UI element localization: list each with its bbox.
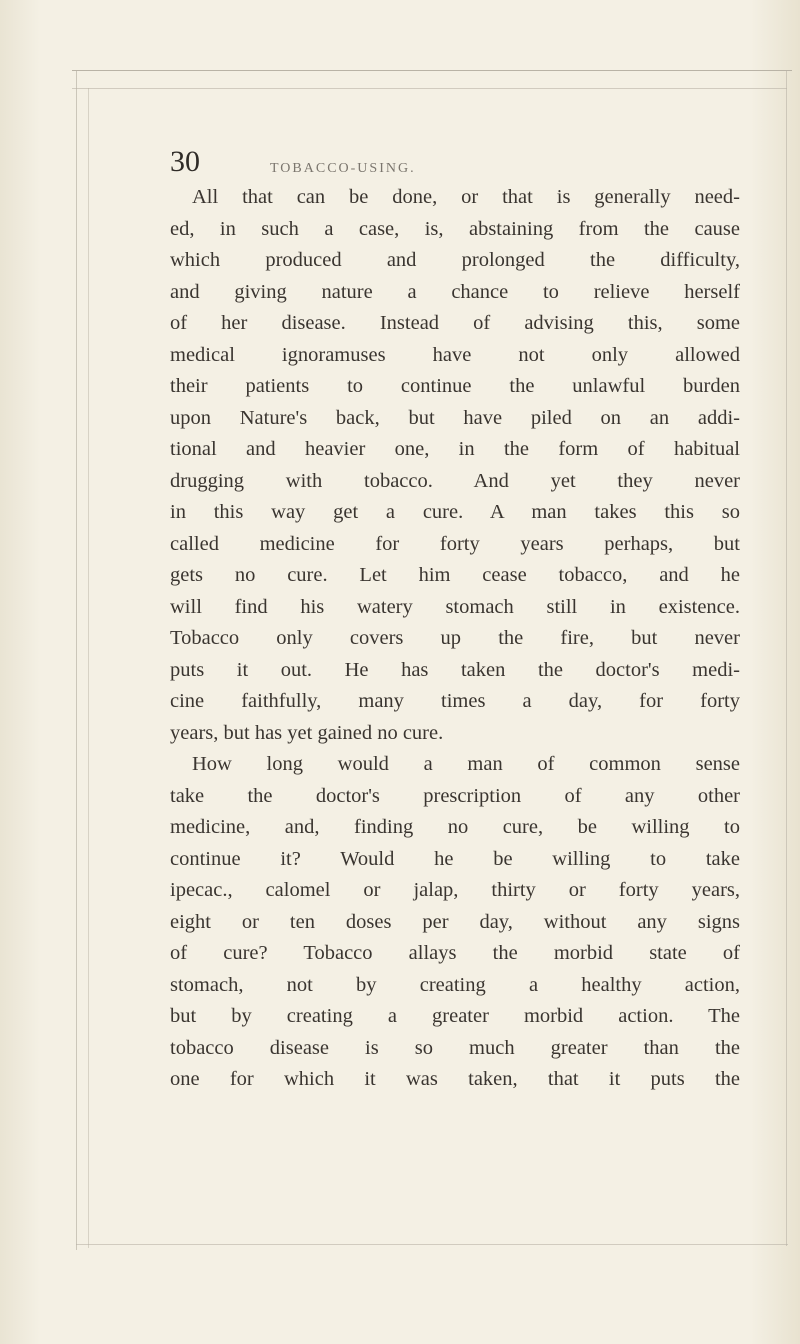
text-line: of cure? Tobacco allays the morbid state of xyxy=(170,942,740,964)
text-line: years, but has yet gained no cure. xyxy=(170,721,444,744)
text-line: their patients to continue the unlawful burden xyxy=(170,375,740,397)
text-line: puts it out. He has taken the doctor's medi- xyxy=(170,658,740,681)
page-bottom-edge xyxy=(76,1244,788,1245)
running-head: TOBACCO-USING. xyxy=(270,161,416,176)
page-top-edge-inner xyxy=(72,88,787,89)
page-number: 30 xyxy=(170,145,200,178)
text-line: tobacco disease is so much greater than the xyxy=(170,1036,740,1059)
text-line: ipecac., calomel or jalap, thirty or forty years, xyxy=(170,879,740,901)
text-line: gets no cure. Let him cease tobacco, and he xyxy=(170,564,740,586)
text-line: cine faithfully, many times a day, for forty xyxy=(170,690,740,712)
text-line: and giving nature a chance to relieve herself xyxy=(170,280,740,303)
text-line: How long would a man of common sense xyxy=(192,753,740,775)
text-line: drugging with tobacco. And yet they never xyxy=(170,469,740,492)
text-line: take the doctor's prescription of any other xyxy=(170,784,740,807)
text-line: which produced and prolonged the difficulty, xyxy=(170,249,740,271)
text-line: Tobacco only covers up the fire, but never xyxy=(170,627,740,649)
body-text xyxy=(170,182,740,1096)
page-header xyxy=(170,145,690,185)
text-line: ed, in such a case, is, abstaining from the cause xyxy=(170,217,740,240)
text-line: eight or ten doses per day, without any signs xyxy=(170,910,740,933)
text-line: of her disease. Instead of advising this, some xyxy=(170,312,740,334)
page-top-edge xyxy=(72,70,792,71)
text-line: All that can be done, or that is generally need- xyxy=(192,186,740,208)
text-line: medicine, and, finding no cure, be willing to xyxy=(170,816,740,838)
page-right-edge xyxy=(786,70,787,1246)
text-line: medical ignoramuses have not only allowed xyxy=(170,343,740,366)
page-left-edge-inner xyxy=(88,88,89,1248)
text-line: stomach, not by creating a healthy action, xyxy=(170,973,740,996)
text-line: one for which it was taken, that it puts the xyxy=(170,1068,740,1090)
page-left-edge xyxy=(76,70,77,1250)
text-line: will find his watery stomach still in existence. xyxy=(170,595,740,618)
text-line: called medicine for forty years perhaps, but xyxy=(170,532,740,555)
text-line: upon Nature's back, but have piled on an addi- xyxy=(170,406,740,429)
text-line: tional and heavier one, in the form of habitual xyxy=(170,438,740,460)
text-line: continue it? Would he be willing to take xyxy=(170,847,740,870)
text-line: but by creating a greater morbid action. The xyxy=(170,1005,740,1027)
text-line: in this way get a cure. A man takes this so xyxy=(170,501,740,523)
